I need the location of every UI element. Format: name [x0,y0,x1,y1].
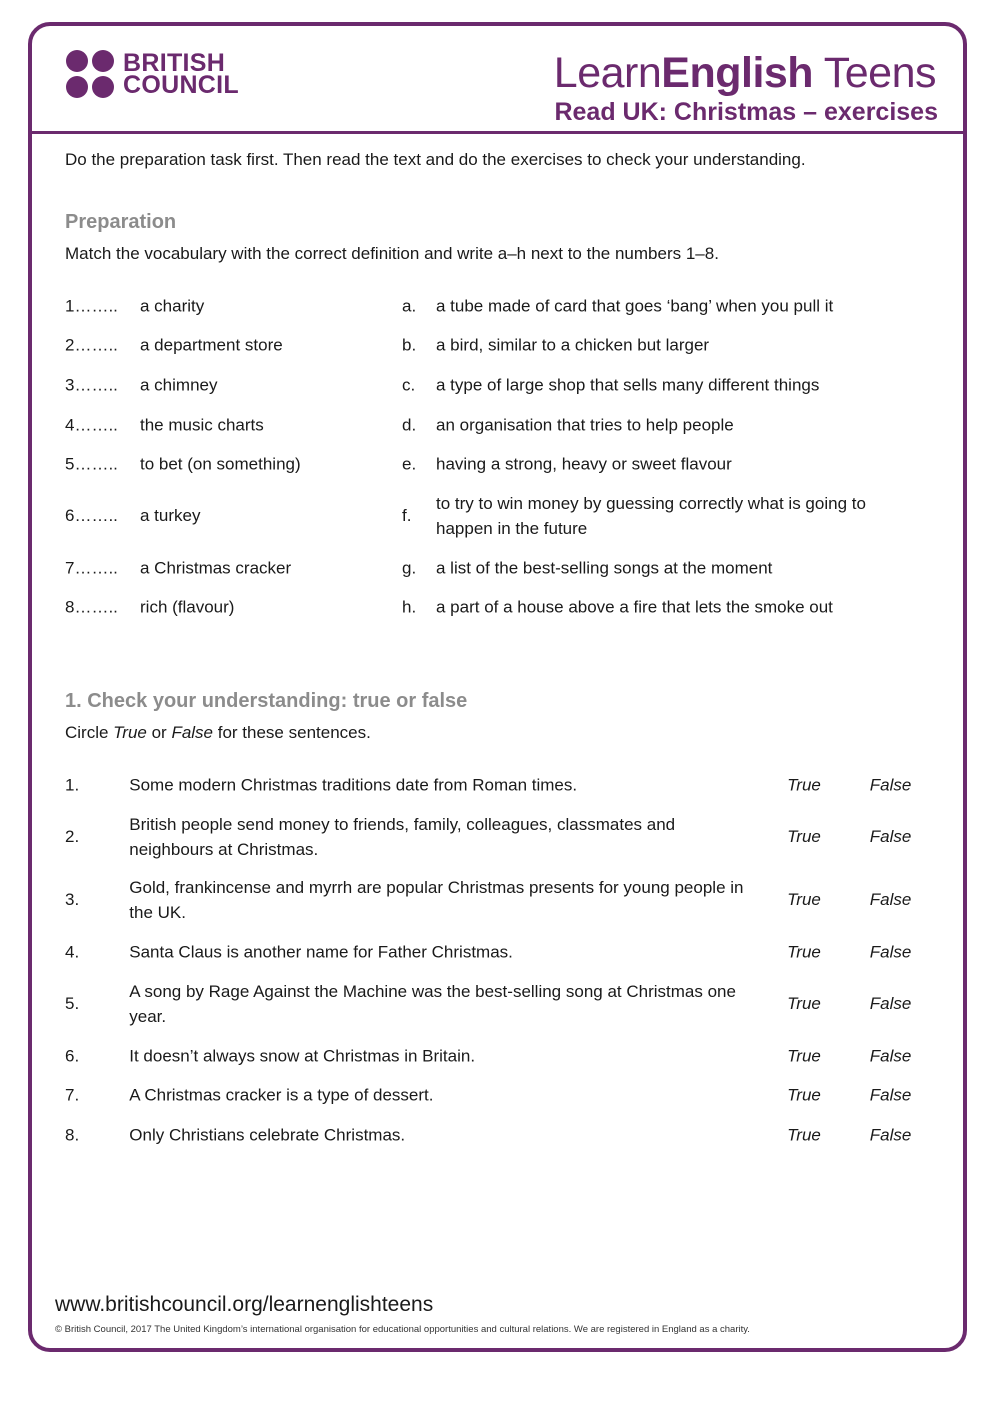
question-number: 5. [65,994,80,1013]
vocab-number: 7…….. [65,558,118,577]
true-option[interactable]: True [787,994,821,1013]
vocab-row [65,373,935,398]
vocab-row [65,556,935,581]
vocab-row [65,333,935,358]
true-option[interactable]: True [787,775,821,794]
vocab-number: 6…….. [65,506,118,525]
vocab-number: 3…….. [65,375,118,394]
vocab-word: a turkey [140,506,201,525]
question-number: 6. [65,1046,80,1065]
vocab-row [65,491,935,541]
learnenglish-teens-brand [554,48,936,98]
definition-text: a type of large shop that sells many different things [436,375,820,395]
definition-text: having a strong, heavy or sweet flavour [436,454,732,474]
question-number: 3. [65,890,80,909]
preparation-heading: Preparation [65,211,177,233]
true-option[interactable]: True [787,827,821,846]
vocab-row [65,294,935,319]
definition-letter: c. [402,375,416,394]
brand-english: English [661,49,814,97]
false-option[interactable]: False [869,775,912,794]
definition-letter: f. [402,506,412,525]
definition-letter: h. [402,597,417,616]
true-option[interactable]: True [787,942,821,961]
question-sentence: A Christmas cracker is a type of dessert. [129,1085,434,1105]
exercise1-heading: 1. Check your understanding: true or false [65,690,468,712]
question-sentence: Santa Claus is another name for Father Christmas. [129,942,513,962]
definition-letter: b. [402,335,417,354]
logo-line1: BRITISH [123,49,226,77]
footer-copyright: © British Council, 2017 The United Kingdom’s international organisation for educational opportunities and cultural relations. We are registered in England as a charity. [55,1324,750,1335]
vocab-word: to bet (on something) [140,454,301,473]
vocab-number: 5…….. [65,454,118,473]
true-false-row [65,875,935,925]
definition-text: to try to win money by guessing correctly what is going to happen in the future [436,494,866,538]
brand-learn: Learn [553,49,662,97]
question-sentence: Only Christians celebrate Christmas. [129,1125,406,1145]
false-option[interactable]: False [869,1125,912,1144]
header-divider [30,131,965,134]
question-number: 8. [65,1125,80,1144]
true-false-row [65,979,935,1029]
definition-letter: d. [402,415,417,434]
true-option[interactable]: True [787,890,821,909]
vocab-number: 2…….. [65,335,118,354]
definition-letter: g. [402,558,417,577]
vocab-number: 4…….. [65,415,118,434]
definition-text: a part of a house above a fire that lets the smoke out [436,597,833,617]
preparation-instruction: Match the vocabulary with the correct definition and write a–h next to the numbers 1–8. [65,244,719,263]
page-title: Read UK: Christmas – exercises [554,98,938,126]
true-option[interactable]: True [787,1046,821,1065]
vocab-word: a chimney [140,375,218,394]
true-false-row [65,940,935,965]
british-council-logo [66,50,239,98]
intro-text: Do the preparation task first. Then read the text and do the exercises to check your understanding. [65,150,806,169]
false-option[interactable]: False [869,890,912,909]
false-option[interactable]: False [869,1085,912,1104]
question-sentence: British people send money to friends, family, colleagues, classmates and neighbours at Christmas. [129,815,676,859]
vocab-word: a charity [140,296,205,315]
question-sentence: Some modern Christmas traditions date from Roman times. [129,775,578,795]
question-sentence: A song by Rage Against the Machine was the best-selling song at Christmas one year. [129,982,736,1026]
true-false-row [65,1123,935,1148]
definition-letter: a. [402,296,417,315]
question-number: 7. [65,1085,80,1104]
vocab-row [65,413,935,438]
vocab-word: the music charts [140,415,264,434]
false-option[interactable]: False [869,942,912,961]
true-option[interactable]: True [787,1125,821,1144]
question-sentence: It doesn’t always snow at Christmas in Britain. [129,1046,476,1066]
footer-url: www.britishcouncil.org/learnenglishteens [55,1293,434,1316]
brand-teens: Teens [813,49,936,97]
question-number: 1. [65,775,80,794]
vocab-word: a Christmas cracker [140,558,292,577]
exercise1-instruction: Circle True or False for these sentences. [65,723,371,742]
vocab-number: 1…….. [65,296,118,315]
vocab-number: 8…….. [65,597,118,616]
logo-dots-icon [66,50,114,98]
definition-letter: e. [402,454,417,473]
vocab-row [65,452,935,477]
definition-text: an organisation that tries to help people [436,415,734,435]
true-false-row [65,1044,935,1069]
true-false-row [65,1083,935,1108]
true-false-row [65,773,935,798]
question-number: 4. [65,942,80,961]
question-number: 2. [65,827,80,846]
definition-text: a tube made of card that goes ‘bang’ when you pull it [436,296,834,316]
question-sentence: Gold, frankincense and myrrh are popular Christmas presents for young people in the UK. [129,878,744,922]
true-false-row [65,812,935,862]
vocab-word: rich (flavour) [140,597,235,616]
true-option[interactable]: True [787,1085,821,1104]
definition-text: a list of the best-selling songs at the moment [436,558,773,578]
definition-text: a bird, similar to a chicken but larger [436,335,710,355]
vocab-word: a department store [140,335,283,354]
false-option[interactable]: False [869,1046,912,1065]
logo-line2: COUNCIL [123,71,239,99]
false-option[interactable]: False [869,827,912,846]
vocab-row [65,595,935,620]
false-option[interactable]: False [869,994,912,1013]
